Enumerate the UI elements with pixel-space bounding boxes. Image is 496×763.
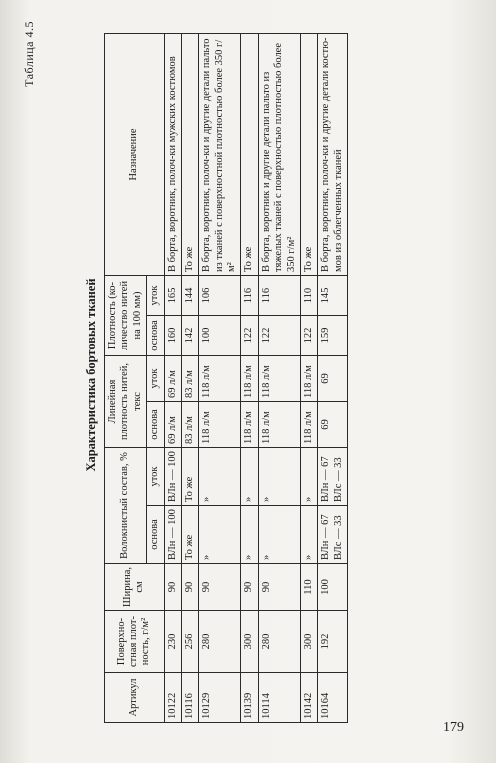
cell-article: 10114 — [258, 673, 300, 723]
table-label: Таблица 4.5 — [22, 21, 36, 87]
cell-fiber-warp: ВЛн — 67 ВЛс — 33 — [318, 506, 348, 564]
header-fiber: Волокнистый состав, % — [105, 448, 147, 564]
header-row-top — [105, 34, 147, 723]
cell-density: 280 — [199, 611, 241, 673]
cell-thread-weft: 145 — [318, 276, 348, 316]
table-caption: Характеристика бортовых тканей — [84, 278, 98, 472]
cell-density: 280 — [258, 611, 300, 673]
table-row — [318, 34, 348, 723]
cell-purpose: То же — [300, 34, 317, 276]
header-width: Ширина, см — [105, 564, 165, 611]
cell-thread-weft: 116 — [241, 276, 258, 316]
table-row — [241, 34, 258, 723]
cell-fiber-weft: ВЛн — 67 ВЛс — 33 — [318, 448, 348, 506]
cell-purpose: В борта, воротник, полоч-ки и другие детали костю-мов из облегченных тканей — [318, 34, 348, 276]
cell-density: 256 — [181, 611, 198, 673]
cell-width: 90 — [164, 564, 181, 611]
header-thread-weft: уток — [147, 276, 164, 316]
header-linear-weft: уток — [147, 356, 164, 402]
cell-linear-weft: 69 — [318, 356, 348, 402]
cell-fiber-warp: » — [199, 506, 241, 564]
cell-fiber-weft: ВЛн — 100 — [164, 448, 181, 506]
cell-linear-warp: 69 — [318, 402, 348, 448]
cell-thread-weft: 110 — [300, 276, 317, 316]
header-article: Артикул — [105, 673, 165, 723]
cell-article: 10116 — [181, 673, 198, 723]
fabric-table — [104, 33, 348, 723]
cell-thread-warp: 159 — [318, 316, 348, 356]
header-fiber-warp: основа — [147, 506, 164, 564]
cell-density: 230 — [164, 611, 181, 673]
cell-article: 10129 — [199, 673, 241, 723]
cell-article: 10164 — [318, 673, 348, 723]
cell-linear-warp: 118 л/м — [241, 402, 258, 448]
cell-fiber-weft: » — [199, 448, 241, 506]
cell-article: 10122 — [164, 673, 181, 723]
cell-thread-warp: 142 — [181, 316, 198, 356]
cell-thread-warp: 122 — [300, 316, 317, 356]
table-row — [164, 34, 181, 723]
cell-width: 90 — [241, 564, 258, 611]
cell-article: 10139 — [241, 673, 258, 723]
cell-fiber-weft: » — [241, 448, 258, 506]
cell-density: 300 — [241, 611, 258, 673]
cell-linear-warp: 83 л/м — [181, 402, 198, 448]
page-number: 179 — [443, 720, 464, 735]
cell-linear-weft: 118 л/м — [241, 356, 258, 402]
cell-purpose: В борта, воротник, полоч-ки мужских костюмов — [164, 34, 181, 276]
header-linear: Линейная плотность нитей, текс — [105, 356, 147, 448]
cell-fiber-warp: То же — [181, 506, 198, 564]
cell-fiber-weft: То же — [181, 448, 198, 506]
cell-fiber-weft: » — [258, 448, 300, 506]
cell-thread-warp: 122 — [258, 316, 300, 356]
cell-purpose: То же — [241, 34, 258, 276]
cell-width: 90 — [181, 564, 198, 611]
header-purpose: Назначение — [105, 34, 165, 276]
cell-linear-weft: 118 л/м — [300, 356, 317, 402]
cell-linear-weft: 69 л/м — [164, 356, 181, 402]
cell-purpose: В борта, воротник и другие детали пальто из тяжелых тканей с поверхностью плотностью более 350 г/м² — [258, 34, 300, 276]
cell-linear-warp: 118 л/м — [300, 402, 317, 448]
cell-linear-weft: 118 л/м — [258, 356, 300, 402]
header-linear-warp: основа — [147, 402, 164, 448]
cell-fiber-warp: » — [258, 506, 300, 564]
cell-width: 90 — [258, 564, 300, 611]
table-row — [258, 34, 300, 723]
cell-density: 300 — [300, 611, 317, 673]
cell-fiber-warp: » — [300, 506, 317, 564]
cell-width: 90 — [199, 564, 241, 611]
cell-purpose: То же — [181, 34, 198, 276]
cell-thread-weft: 116 — [258, 276, 300, 316]
cell-fiber-weft: » — [300, 448, 317, 506]
cell-purpose: В борта, воротник, полоч-ки и другие детали пальто из тканей с поверхностной плотностью более 350 г/м² — [199, 34, 241, 276]
cell-thread-warp: 160 — [164, 316, 181, 356]
cell-thread-warp: 100 — [199, 316, 241, 356]
header-thread-warp: основа — [147, 316, 164, 356]
cell-linear-warp: 118 л/м — [199, 402, 241, 448]
cell-width: 100 — [318, 564, 348, 611]
cell-linear-weft: 83 л/м — [181, 356, 198, 402]
cell-linear-warp: 118 л/м — [258, 402, 300, 448]
cell-article: 10142 — [300, 673, 317, 723]
cell-fiber-warp: ВЛн — 100 — [164, 506, 181, 564]
header-density: Поверхно-стная плот-ность, г/м² — [105, 611, 165, 673]
header-thread: Плотность (ко-личество нитей на 100 мм) — [105, 276, 147, 356]
header-fiber-weft: уток — [147, 448, 164, 506]
rotated-content — [20, 15, 490, 735]
cell-linear-warp: 69 л/м — [164, 402, 181, 448]
cell-thread-warp: 122 — [241, 316, 258, 356]
cell-fiber-warp: » — [241, 506, 258, 564]
cell-density: 192 — [318, 611, 348, 673]
cell-thread-weft: 165 — [164, 276, 181, 316]
cell-thread-weft: 106 — [199, 276, 241, 316]
cell-linear-weft: 118 л/м — [199, 356, 241, 402]
cell-width: 110 — [300, 564, 317, 611]
table-row — [300, 34, 317, 723]
table-row — [181, 34, 198, 723]
table-row — [199, 34, 241, 723]
cell-thread-weft: 144 — [181, 276, 198, 316]
